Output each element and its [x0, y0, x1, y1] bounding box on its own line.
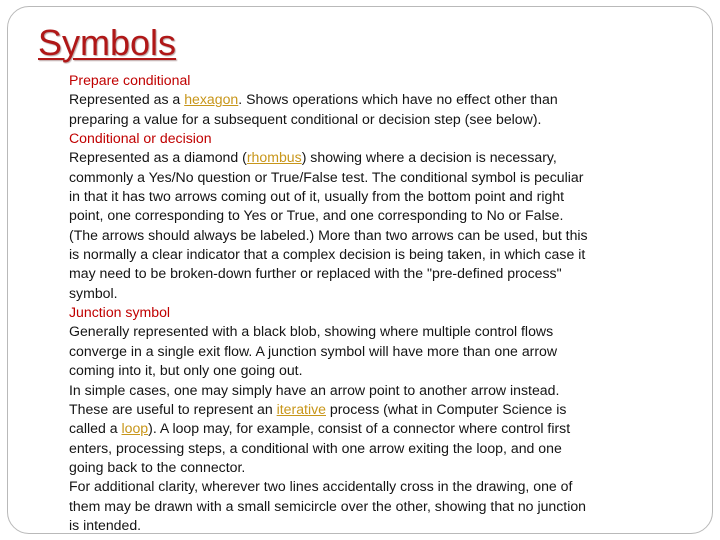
body-text-segment: process (what in Computer Science is — [325, 400, 567, 417]
section-heading: Junction symbol — [69, 304, 171, 321]
body-line — [69, 284, 669, 303]
body-text-segment: Generally represented with a black blob, showing where multiple control flows — [69, 323, 554, 340]
body-line — [69, 322, 669, 341]
body-text-segment: (The arrows should always be labeled.) More than two arrows can be used, but this — [69, 226, 588, 243]
body-text-segment: symbol. — [69, 284, 118, 301]
body-line — [69, 71, 669, 90]
body-line — [69, 245, 669, 264]
body-line — [69, 90, 669, 109]
body-line — [69, 110, 669, 129]
hyperlink-rhombus[interactable]: rhombus — [246, 149, 302, 166]
body-line — [69, 477, 669, 496]
body-text-segment: converge in a single exit flow. A junction symbol will have more than one arrow — [69, 342, 558, 359]
body-text-segment: them may be drawn with a small semicircle over the other, showing that no junction — [69, 497, 587, 514]
body-text-segment: ) showing where a decision is necessary, — [301, 149, 557, 166]
body-line — [69, 264, 669, 283]
body-text-segment: Represented as a diamond ( — [69, 149, 247, 166]
section-heading: Conditional or decision — [69, 130, 212, 147]
body-line — [69, 419, 669, 438]
body-line — [69, 497, 669, 516]
body-line — [69, 303, 669, 322]
body-text-segment: . Shows operations which have no effect other than — [238, 91, 558, 108]
body-text-segment: may need to be broken-down further or replaced with the "pre-defined process" — [69, 265, 562, 282]
section-heading: Prepare conditional — [69, 72, 191, 88]
body-text-segment: These are useful to represent an — [69, 400, 277, 417]
body-text-segment: ). A loop may, for example, consist of a connector where control first — [148, 420, 571, 437]
body-text-segment: Represented as a — [69, 91, 185, 108]
body-text-segment: commonly a Yes/No question or True/False test. The conditional symbol is peculiar — [69, 168, 584, 185]
body-text-segment: is normally a clear indicator that a complex decision is being taken, in which case it — [69, 246, 586, 263]
body-line — [69, 458, 669, 477]
body-text-segment: going back to the connector. — [69, 458, 246, 475]
hyperlink-iterative[interactable]: iterative — [276, 400, 326, 417]
body-line — [69, 226, 669, 245]
body-text-segment: In simple cases, one may simply have an arrow point to another arrow instead. — [69, 381, 560, 398]
body-line — [69, 381, 669, 400]
body-line — [69, 148, 669, 167]
body-line — [69, 342, 669, 361]
hyperlink-loop[interactable]: loop — [121, 420, 149, 437]
body-text-segment: in that it has two arrows coming out of it, usually from the bottom point and right — [69, 188, 565, 205]
body-text-segment: enters, processing steps, a conditional with one arrow exiting the loop, and one — [69, 439, 562, 456]
slide-title: Symbols — [38, 22, 177, 63]
body-line — [69, 516, 669, 535]
slide-body-text — [69, 71, 669, 535]
body-text-segment: called a — [69, 420, 122, 437]
body-text-segment: For additional clarity, wherever two lines accidentally cross in the drawing, one of — [69, 478, 573, 495]
body-text-segment: preparing a value for a subsequent conditional or decision step (see below). — [69, 110, 542, 127]
body-line — [69, 187, 669, 206]
body-text-segment: point, one corresponding to Yes or True, and one corresponding to No or False. — [69, 207, 564, 224]
body-text-segment: coming into it, but only one going out. — [69, 362, 303, 379]
body-line — [69, 400, 669, 419]
body-line — [69, 129, 669, 148]
hyperlink-hexagon[interactable]: hexagon — [184, 91, 239, 108]
body-line — [69, 206, 669, 225]
body-line — [69, 361, 669, 380]
body-line — [69, 168, 669, 187]
body-line — [69, 439, 669, 458]
slide-frame — [7, 6, 713, 534]
body-text-segment: is intended. — [69, 516, 142, 533]
